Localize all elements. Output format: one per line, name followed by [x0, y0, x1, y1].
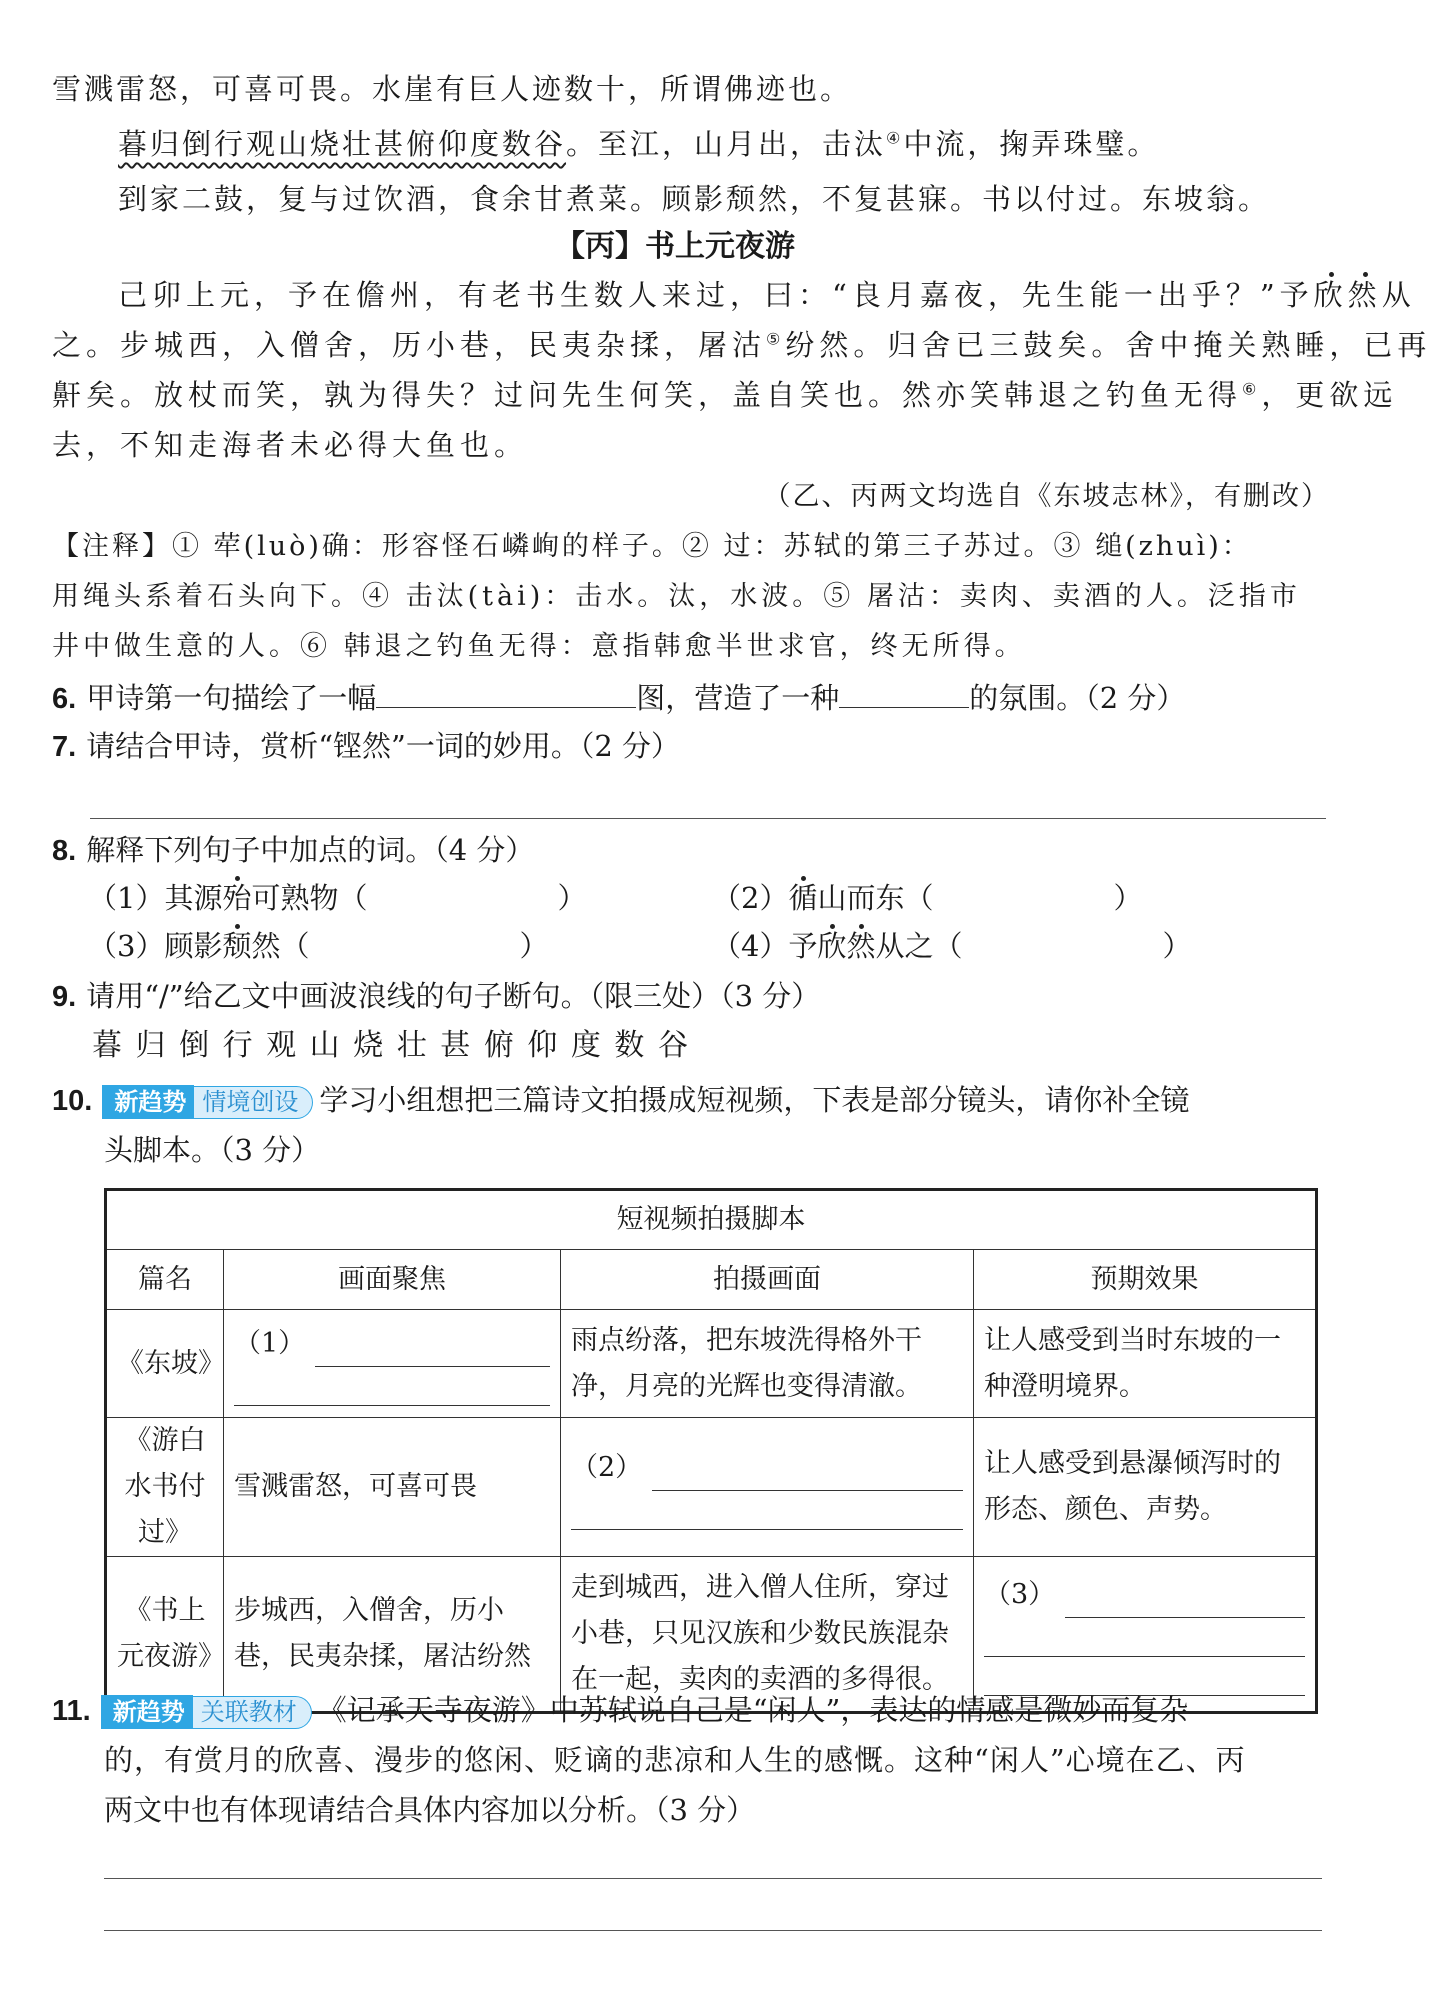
annotation-line: 井中做生意的人。⑥ 韩退之钓鱼无得：意指韩愈半世求官，终无所得。	[52, 631, 1026, 662]
dotted-char: 殆	[222, 874, 251, 922]
answer-line[interactable]	[104, 1878, 1322, 1879]
answer-blank[interactable]	[839, 677, 969, 708]
answer-cell[interactable]: （2）	[561, 1418, 974, 1557]
question-11-cont: 的，有赏月的欣喜、漫步的悠闲、贬谪的悲凉和人生的感慨。这种“闲人”心境在乙、丙	[104, 1743, 1246, 1777]
trend-tag: 新趋势 情境创设	[102, 1085, 313, 1119]
question-10: 10. 新趋势 情境创设 学习小组想把三篇诗文拍摄成短视频，下表是部分镜头，请你补全镜	[52, 1083, 1190, 1117]
source-note: （乙、丙两文均选自《东坡志林》，有删改）	[763, 481, 1330, 512]
passage-line: 之。步城西，入僧舍，历小巷，民夷杂揉，屠沽⑤纷然。归舍已三鼓矣。舍中掩关熟睡，已再	[52, 328, 1431, 362]
passage-line: 雪溅雷怒，可喜可畏。水崖有巨人迹数十，所谓佛迹也。	[52, 72, 853, 106]
dotted-char: 循	[788, 874, 817, 922]
answer-cell[interactable]: （1）	[224, 1310, 561, 1418]
answer-line[interactable]	[104, 1930, 1322, 1931]
dotted-char: 然	[846, 922, 875, 970]
q8-item: （1）其源殆可熟物（ ）	[88, 874, 1368, 922]
q8-item: （4）予欣然从之（ ）	[712, 922, 1312, 970]
annotation-line: 【注释】① 荦(luò)确：形容怪石嶙峋的样子。② 过：苏轼的第三子苏过。③ 缒(zhuì)：	[52, 531, 1252, 562]
passage-line: 己卯上元，予在儋州，有老书生数人来过，曰：“良月嘉夜，先生能一出乎？”予欣然从	[118, 270, 1393, 320]
question-10-cont: 头脚本。（3 分）	[104, 1133, 321, 1167]
answer-cell[interactable]: （3）	[974, 1557, 1317, 1713]
answer-blank[interactable]	[376, 677, 636, 708]
note-marker: ④	[886, 128, 904, 148]
q8-item: （2）循山而东（ ）	[712, 874, 1312, 922]
passage-line: 暮归倒行观山烧壮甚俯仰度数谷。至江，山月出，击汰④中流，掬弄珠璧。	[118, 127, 1160, 161]
section-title: 【丙】书上元夜游	[555, 229, 795, 264]
table-row: 《游白水书付过》 雪溅雷怒，可喜可畏 （2） 让人感受到悬瀑倾泻时的形态、颜色、声势。	[106, 1418, 1317, 1557]
dotted-char: 然	[1348, 270, 1382, 320]
annotation-line: 用绳头系着石头向下。④ 击汰(tài)：击水。汰，水波。⑤ 屠沽：卖肉、卖酒的人。泛指市	[52, 581, 1301, 612]
video-script-table	[104, 1188, 1318, 1714]
table-header-row: 篇名 画面聚焦 拍摄画面 预期效果	[106, 1250, 1317, 1310]
passage-line: 到家二鼓，复与过饮酒，食余甘煮菜。顾影颓然，不复甚寐。书以付过。东坡翁。	[118, 182, 1271, 216]
question-11: 11. 新趋势 关联教材 《记承天寺夜游》中苏轼说自己是“闲人”，表达的情感是微妙而复杂	[52, 1693, 1189, 1727]
table-title: 短视频拍摄脚本	[106, 1190, 1317, 1250]
trend-tag: 新趋势 关联教材	[101, 1695, 312, 1729]
note-marker: ⑤	[766, 329, 786, 349]
dotted-char: 欣	[817, 922, 846, 970]
q8-item: （3）顾影颓然（ ）	[88, 922, 1368, 970]
wavy-underlined-sentence: 暮归倒行观山烧壮甚俯仰度数谷	[118, 127, 567, 161]
dotted-char: 欣	[1314, 270, 1348, 320]
passage-line: 鼾矣。放杖而笑，孰为得失？过问先生何笑，盖自笑也。然亦笑韩退之钓鱼无得⑥，更欲远	[52, 378, 1398, 412]
table-row: 《书上元夜游》 步城西，入僧舍，历小巷，民夷杂揉，屠沽纷然 走到城西，进入僧人住所，穿过小巷，只见汉族和少数民族混杂在一起，卖肉的卖酒的多得很。 （3）	[106, 1557, 1317, 1713]
table-row: 《东坡》 （1） 雨点纷落，把东坡洗得格外干净，月亮的光辉也变得清澈。 让人感受到当时东坡的一种澄明境界。	[106, 1310, 1317, 1418]
q9-sentence: 暮 归 倒 行 观 山 烧 壮 甚 俯 仰 度 数 谷	[92, 1028, 690, 1063]
note-marker: ⑥	[1242, 379, 1262, 399]
passage-line: 去，不知走海者未必得大鱼也。	[52, 428, 529, 462]
question-11-cont: 两文中也有体现请结合具体内容加以分析。（3 分）	[104, 1793, 756, 1827]
dotted-char: 颓	[222, 922, 251, 970]
question-8: 8. 解释下列句子中加点的词。（4 分）	[52, 833, 535, 867]
answer-line[interactable]	[90, 818, 1326, 819]
question-9: 9. 请用“/”给乙文中画波浪线的句子断句。（限三处）（3 分）	[52, 979, 821, 1013]
question-6: 6. 甲诗第一句描绘了一幅 图，营造了一种 的氛围。（2 分）	[52, 674, 1332, 723]
question-7: 7. 请结合甲诗，赏析“铿然”一词的妙用。（2 分）	[52, 729, 681, 763]
